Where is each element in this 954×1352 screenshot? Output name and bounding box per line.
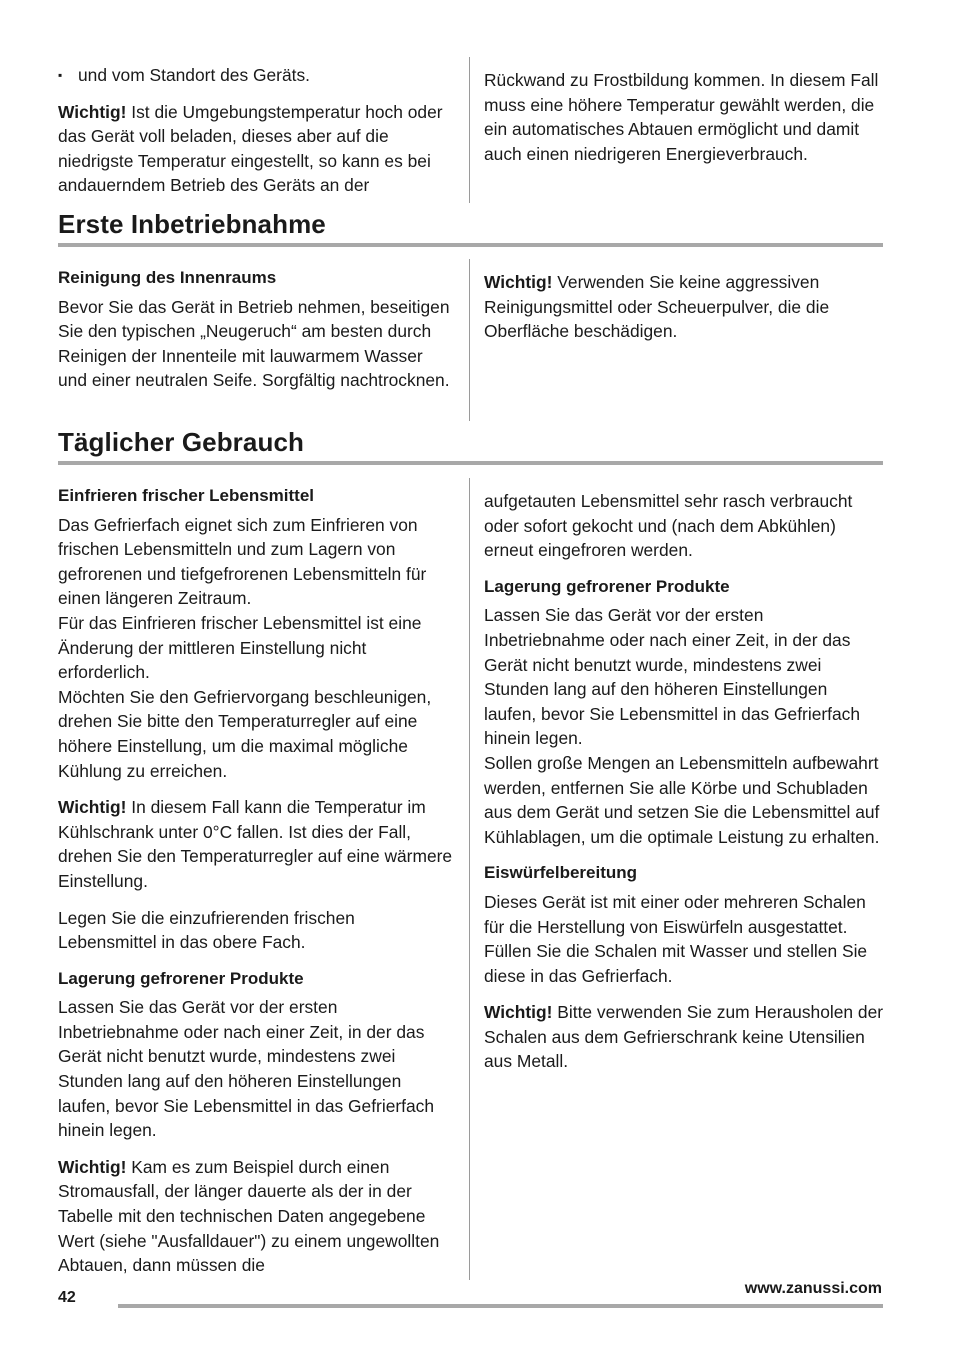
column-divider: [469, 57, 470, 203]
important-label: Wichtig!: [484, 1002, 553, 1023]
section-title-erste-inbetriebnahme: Erste Inbetriebnahme: [58, 209, 326, 239]
section2-right-column: [484, 489, 884, 1074]
column-divider: [469, 259, 470, 421]
important-text: In diesem Fall kann die Temperatur im Kühlschrank unter 0°C fallen. Ist dies der Fall, drehen Sie den Temperaturregler auf eine wärmere Einstellung.: [58, 797, 453, 891]
subheading-eiswuerfel: Eiswürfelbereitung: [484, 863, 638, 883]
important-label: Wichtig!: [58, 1156, 127, 1177]
important-text: Ist die Umgebungstemperatur hoch oder das Gerät voll beladen, dieses aber auf die niedrigste Temperatur eingestellt, so kann es bei andauerndem Betrieb des Geräts an der: [58, 101, 443, 196]
paragraph: Sollen große Mengen an Lebensmitteln aufbewahrt werden, entfernen Sie alle Körbe und Schubladen aus dem Gerät und setzen Sie die Lebensmittel auf Kühlablagen, um die optimale Leistung zu erhalten.: [484, 752, 880, 847]
paragraph: Rückwand zu Frostbildung kommen. In diesem Fall muss eine höhere Temperatur gewählt werden, die ein automatisches Abtauen ermöglicht und damit auch einen niedrigeren Energieverbrauch.: [484, 70, 879, 164]
section1-left-column: [58, 266, 456, 393]
paragraph: Das Gefrierfach eignet sich zum Einfrieren von frischen Lebensmitteln und zum Lagern von gefrorenen und tiefgefrorenen Lebensmitteln für einen längeren Zeitraum.: [58, 514, 427, 609]
section-rule: [58, 461, 883, 465]
section2-left-column: [58, 484, 456, 1278]
footer-url[interactable]: www.zanussi.com: [744, 1280, 882, 1297]
column-divider: [469, 478, 470, 1280]
important-note: [484, 1000, 884, 1074]
important-text: Verwenden Sie keine aggressiven Reinigungsmittel oder Scheuerpulver, die die Oberfläche beschädigen.: [484, 272, 830, 342]
paragraph: Lassen Sie das Gerät vor der ersten Inbetriebnahme oder nach einer Zeit, in der das Gerät nicht benutzt wurde, mindestens zwei Stunden lang auf den höheren Einstellungen laufen, bevor Sie Lebensmittel in das Gefrierfach hinein legen.: [484, 605, 861, 749]
paragraph: Legen Sie die einzufrierenden frischen Lebensmittel in das obere Fach.: [58, 907, 355, 953]
top-right-column: [484, 68, 884, 166]
important-note: [484, 270, 884, 344]
page-number: 42: [58, 1289, 76, 1306]
paragraph: Dieses Gerät ist mit einer oder mehreren Schalen für die Herstellung von Eiswürfeln ausgestattet. Füllen Sie die Schalen mit Wasser und stellen Sie diese in das Gefrierfach.: [484, 891, 868, 986]
subheading-reinigung: Reinigung des Innenraums: [58, 268, 277, 287]
subheading-lagerung: Lagerung gefrorener Produkte: [58, 968, 304, 988]
important-text: Kam es zum Beispiel durch einen Stromausfall, der länger dauerte als der in der Tabelle mit den technischen Daten angegebene Wert (siehe "Ausfalldauer") zu einem ungewollten Abtauen, dann müssen die: [58, 1156, 440, 1276]
bullet-text: und vom Standort des Geräts.: [78, 65, 310, 85]
subheading-einfrieren: Einfrieren frischer Lebensmittel: [58, 486, 315, 505]
section-rule: [58, 243, 883, 247]
important-label: Wichtig!: [58, 101, 127, 122]
important-note: [58, 795, 456, 893]
section-title-taeglicher-gebrauch: Täglicher Gebrauch: [58, 427, 304, 457]
paragraph: Lassen Sie das Gerät vor der ersten Inbetriebnahme oder nach einer Zeit, in der das Gerät nicht benutzt wurde, mindestens zwei Stunden lang auf den höheren Einstellungen laufen, bevor Sie Lebensmittel in das Gefrierfach hinein legen.: [58, 997, 435, 1141]
bullet-item: [58, 63, 456, 88]
subheading-lagerung: Lagerung gefrorener Produkte: [484, 576, 730, 596]
important-text: Bitte verwenden Sie zum Herausholen der Schalen aus dem Gefrierschrank keine Utensilien aus Metall.: [484, 1002, 884, 1072]
important-label: Wichtig!: [58, 797, 127, 818]
paragraph: Möchten Sie den Gefriervorgang beschleunigen, drehen Sie bitte den Temperaturregler auf eine höhere Einstellung, um die maximal mögliche Kühlung zu erreichen.: [58, 686, 432, 781]
paragraph: aufgetauten Lebensmittel sehr rasch verbraucht oder sofort gekocht und (nach dem Abkühlen) erneut eingefroren werden.: [484, 491, 853, 561]
important-label: Wichtig!: [484, 272, 553, 292]
footer-rule: [118, 1304, 883, 1308]
paragraph: Für das Einfrieren frischer Lebensmittel ist eine Änderung der mittleren Einstellung nicht erforderlich.: [58, 612, 422, 683]
section1-right-column: [484, 270, 884, 344]
bullet-marker: ▪: [58, 68, 63, 82]
important-note: [58, 100, 456, 198]
paragraph: Bevor Sie das Gerät in Betrieb nehmen, beseitigen Sie den typischen „Neugeruch“ am besten durch Reinigen der Innenteile mit lauwarmem Wasser und einer neutralen Seife. Sorgfältig nachtrocknen.: [58, 296, 450, 391]
top-left-column: [58, 63, 456, 198]
important-note: [58, 1155, 456, 1278]
